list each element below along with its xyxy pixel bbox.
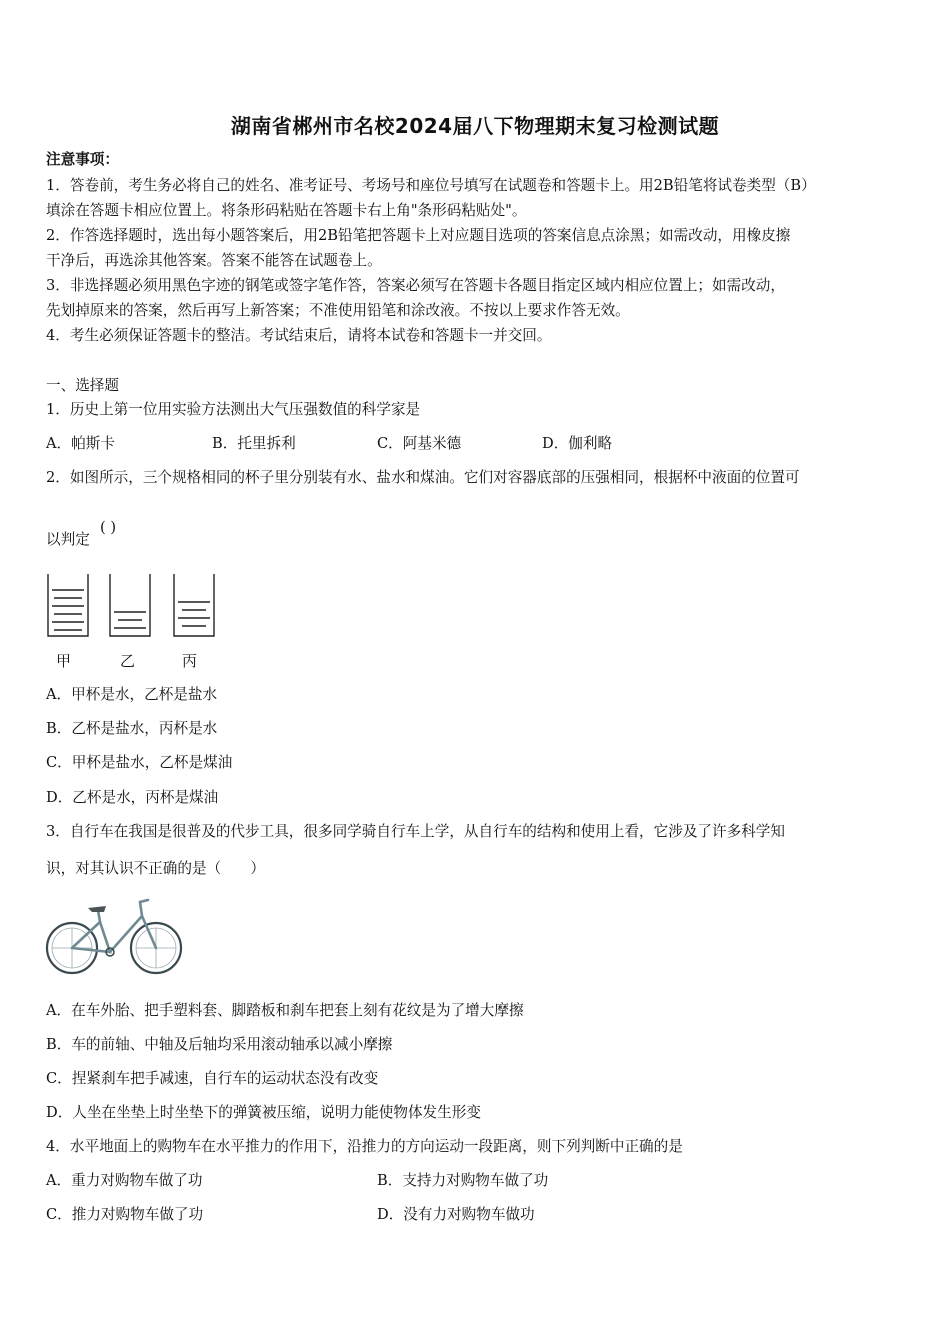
exam-title: 湖南省郴州市名校2024届八下物理期末复习检测试题 <box>230 114 720 138</box>
q1-stem: 1．历史上第一位用实验方法测出大气压强数值的科学家是 <box>46 401 421 418</box>
q4-option-b: B．支持力对购物车做了功 <box>377 1172 549 1189</box>
cups-figure <box>40 568 230 672</box>
notice-line: 4．考生必须保证答题卡的整洁。考试结束后，请将本试卷和答题卡一并交回。 <box>46 327 552 344</box>
q3-stem-line1: 3．自行车在我国是很普及的代步工具，很多同学骑自行车上学，从自行车的结构和使用上看，它涉及了许多科学知 <box>46 823 785 840</box>
q4-option-a: A．重力对购物车做了功 <box>46 1172 203 1189</box>
cup-yi <box>110 574 150 636</box>
q2-stem-line1: 2．如图所示，三个规格相同的杯子里分别装有水、盐水和煤油。它们对容器底部的压强相同，根据杯中液面的位置可 <box>46 469 800 486</box>
q2-option-c: C．甲杯是盐水，乙杯是煤油 <box>46 754 233 771</box>
q1-option-d: D．伽利略 <box>542 435 613 452</box>
q3-option-d: D．人坐在坐垫上时坐垫下的弹簧被压缩，说明力能使物体发生形变 <box>46 1104 481 1121</box>
bicycle-image <box>44 892 184 980</box>
q4-stem: 4．水平地面上的购物车在水平推力的作用下，沿推力的方向运动一段距离，则下列判断中正确的是 <box>46 1138 683 1155</box>
q4-option-c: C．推力对购物车做了功 <box>46 1206 204 1223</box>
section-heading: 一、选择题 <box>46 377 119 394</box>
notice-line: 1．答卷前，考生务必将自己的姓名、准考证号、考场号和座位号填写在试题卷和答题卡上。用2B铅笔将试卷类型（B） <box>46 177 816 194</box>
q1-option-b: B．托里拆利 <box>212 435 296 452</box>
q3-stem-line2: 识，对其认识不正确的是（ ） <box>46 860 265 877</box>
cup-label-jia: 甲 <box>56 652 72 670</box>
q3-option-a: A．在车外胎、把手塑料套、脚踏板和刹车把套上刻有花纹是为了增大摩擦 <box>46 1002 524 1019</box>
notice-heading: 注意事项： <box>46 151 119 168</box>
cup-label-yi: 乙 <box>120 652 136 670</box>
q2-option-b: B．乙杯是盐水，丙杯是水 <box>46 720 218 737</box>
q2-option-d: D．乙杯是水，丙杯是煤油 <box>46 789 219 806</box>
q2-answer-paren: ( ) <box>100 519 117 536</box>
cup-jia <box>48 574 88 636</box>
q1-option-a: A．帕斯卡 <box>46 435 115 452</box>
q1-option-c: C．阿基米德 <box>377 435 462 452</box>
q3-option-b: B．车的前轴、中轴及后轴均采用滚动轴承以减小摩擦 <box>46 1036 393 1053</box>
q2-stem-line2: 以判定 <box>46 531 90 548</box>
notice-line: 填涂在答题卡相应位置上。将条形码粘贴在答题卡右上角"条形码粘贴处"。 <box>46 202 527 219</box>
cup-bing <box>174 574 214 636</box>
q4-option-d: D．没有力对购物车做功 <box>377 1206 535 1223</box>
notice-line: 干净后，再选涂其他答案。答案不能答在试题卷上。 <box>46 252 382 269</box>
notice-line: 先划掉原来的答案，然后再写上新答案；不准使用铅笔和涂改液。不按以上要求作答无效。 <box>46 302 630 319</box>
q3-option-c: C．捏紧刹车把手减速，自行车的运动状态没有改变 <box>46 1070 379 1087</box>
notice-line: 3．非选择题必须用黑色字迹的钢笔或签字笔作答，答案必须写在答题卡各题目指定区域内相应位置上；如需改动， <box>46 277 785 294</box>
q2-option-a: A．甲杯是水，乙杯是盐水 <box>46 686 218 703</box>
notice-line: 2．作答选择题时，选出每小题答案后，用2B铅笔把答题卡上对应题目选项的答案信息点涂黑；如需改动，用橡皮擦 <box>46 227 791 244</box>
cup-label-bing: 丙 <box>182 652 198 670</box>
